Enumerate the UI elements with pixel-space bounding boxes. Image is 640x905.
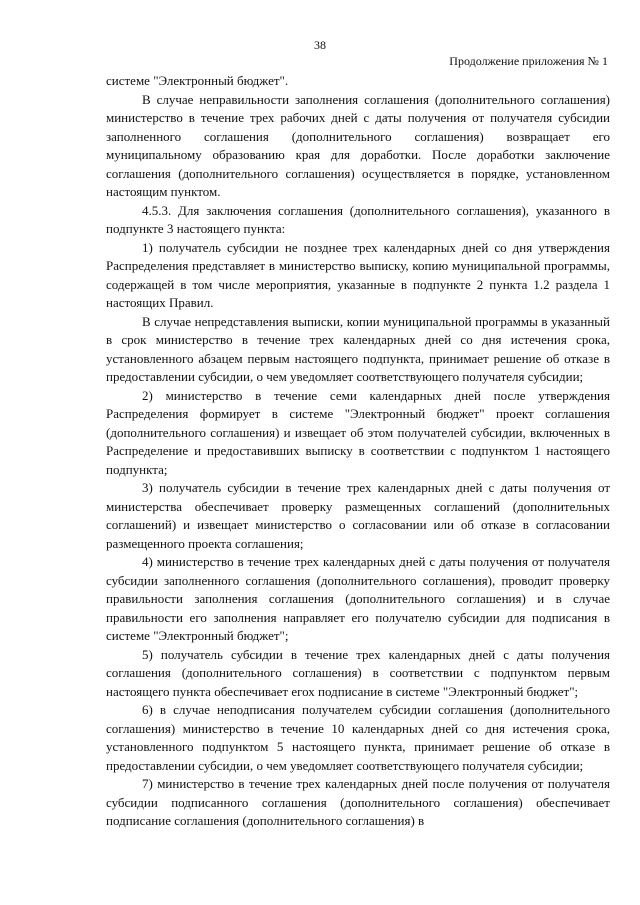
appendix-continuation-note: Продолжение приложения № 1 — [449, 54, 608, 68]
paragraph-4-5-3: 4.5.3. Для заключения соглашения (дополнительного соглашения), указанного в подпункте 3 настоящего пункта: — [106, 202, 610, 236]
paragraph-item-7: 7) министерство в течение трех календарных дней после получения от получателя субсидии подписанного соглашения (дополнительного соглашения) обеспечивает подписание соглашения (дополнительного соглашения) в — [106, 776, 610, 828]
page-number: 38 — [314, 38, 326, 52]
paragraph: В случае непредставления выписки, копии муниципальной программы в указанный в срок министерство в течение трех календарных дней со дня истечения срока, установленного абзацем первым настоящего подпункта, принимает решение об отказе в предоставлении субсидии, о чем уведомляет соответствующего получателя субсидии; — [106, 313, 610, 384]
paragraph-item-5: 5) получатель субсидии в течение трех календарных дней с даты получения соглашения (дополнительного соглашения) в соответствии с подпунктом первым настоящего пункта обеспечивает егох подписание в системе "Электронный бюджет"; — [106, 646, 610, 699]
document-body — [106, 72, 610, 831]
paragraph-item-3: 3) получатель субсидии в течение трех календарных дней с даты получения от министерства обеспечивает проверку размещенных соглашений (дополнительных соглашений) и извещает министерство о согласовании или об отказе в согласовании размещенного проекта соглашения; — [106, 480, 610, 551]
paragraph-item-6: 6) в случае неподписания получателем субсидии соглашения (дополнительного соглашения) министерство в течение 10 календарных дней со дня истечения срока, установленного подпунктом 5 настоящего пункта, принимает решение об отказе в предоставлении субсидии, о чем уведомляет соответствующего получателя субсидии; — [106, 702, 610, 773]
paragraph-continuation: системе "Электронный бюджет". — [106, 73, 289, 88]
paragraph-item-4: 4) министерство в течение трех календарных дней с даты получения от получателя субсидии заполненного соглашения (дополнительного соглашения), проводит проверку правильности заполнения соглашения (дополнительного соглашения) и в случае правильности его заполнения направляет его получателю субсидии для подписания в системе "Электронный бюджет"; — [106, 554, 610, 643]
paragraph-item-2: 2) министерство в течение семи календарных дней после утверждения Распределения формирует в системе "Электронный бюджет" проект соглашения (дополнительного соглашения) и извещает об этом получателей субсидии, включенных в Распределение и предоставивших выписку в соответствии с подпунктом 1 настоящего подпункта; — [106, 387, 610, 477]
paragraph: В случае неправильности заполнения соглашения (дополнительного соглашения) министерство в течение трех рабочих дней с даты получения от получателя субсидии заполненного соглашения (дополнительного соглашения) возвращает его муниципальному образованию края для доработки. После доработки заключение соглашения (дополнительного соглашения) осуществляется в порядке, установленном настоящим пунктом. — [106, 91, 610, 199]
paragraph-item-1: 1) получатель субсидии не позднее трех календарных дней со дня утверждения Распределения представляет в министерство выписку, копию муниципальной программы, содержащей в том числе мероприятия, указанные в подпункте 2 пункта 1.2 раздела 1 настоящих Правил. — [106, 239, 610, 310]
